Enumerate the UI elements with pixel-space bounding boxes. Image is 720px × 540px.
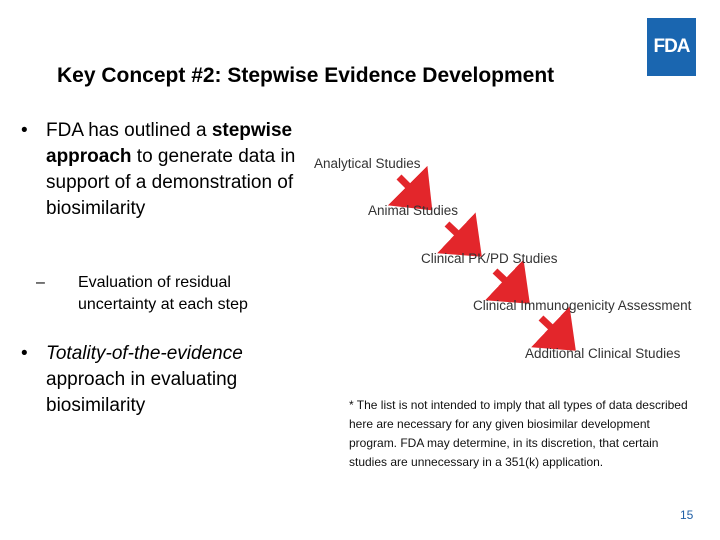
step-animal: Animal Studies bbox=[368, 203, 459, 218]
bullet-text-italic: Totality-of-the-evidence bbox=[46, 343, 243, 364]
bullet-text-after: to generate data in support of a demonstration of biosimilarity bbox=[46, 146, 296, 219]
step-pkpd: Clinical PK/PD Studies bbox=[421, 251, 558, 266]
footnote: * The list is not intended to imply that all types of data described here are necessary for any given biosimilar development program. FDA may determine, in its discretion, that certain studies are unnecessary in a 351(k) application. bbox=[349, 398, 688, 469]
arrow-2 bbox=[447, 224, 464, 240]
step-additional: Additional Clinical Studies bbox=[525, 346, 681, 361]
bullet-text-bold: stepwise approach bbox=[46, 120, 293, 167]
bullet-text-after: approach in evaluating biosimilarity bbox=[46, 369, 238, 416]
slide-title: Key Concept #2: Stepwise Evidence Development bbox=[57, 64, 555, 87]
arrow-3 bbox=[495, 271, 512, 287]
sub-bullet-dash: – bbox=[36, 274, 45, 291]
fda-logo: FDA bbox=[647, 18, 696, 76]
bullet-dot: • bbox=[21, 120, 28, 141]
step-analytical: Analytical Studies bbox=[314, 156, 421, 171]
sub-bullet-text: Evaluation of residual uncertainty at each step bbox=[78, 274, 248, 313]
arrow-4 bbox=[541, 318, 558, 334]
bullet-text-before: FDA has outlined a bbox=[46, 120, 212, 141]
bullet-dot: • bbox=[21, 343, 28, 364]
arrow-1 bbox=[399, 177, 415, 193]
step-immunogenicity: Clinical Immunogenicity Assessment bbox=[473, 298, 692, 313]
page-number: 15 bbox=[680, 508, 694, 522]
